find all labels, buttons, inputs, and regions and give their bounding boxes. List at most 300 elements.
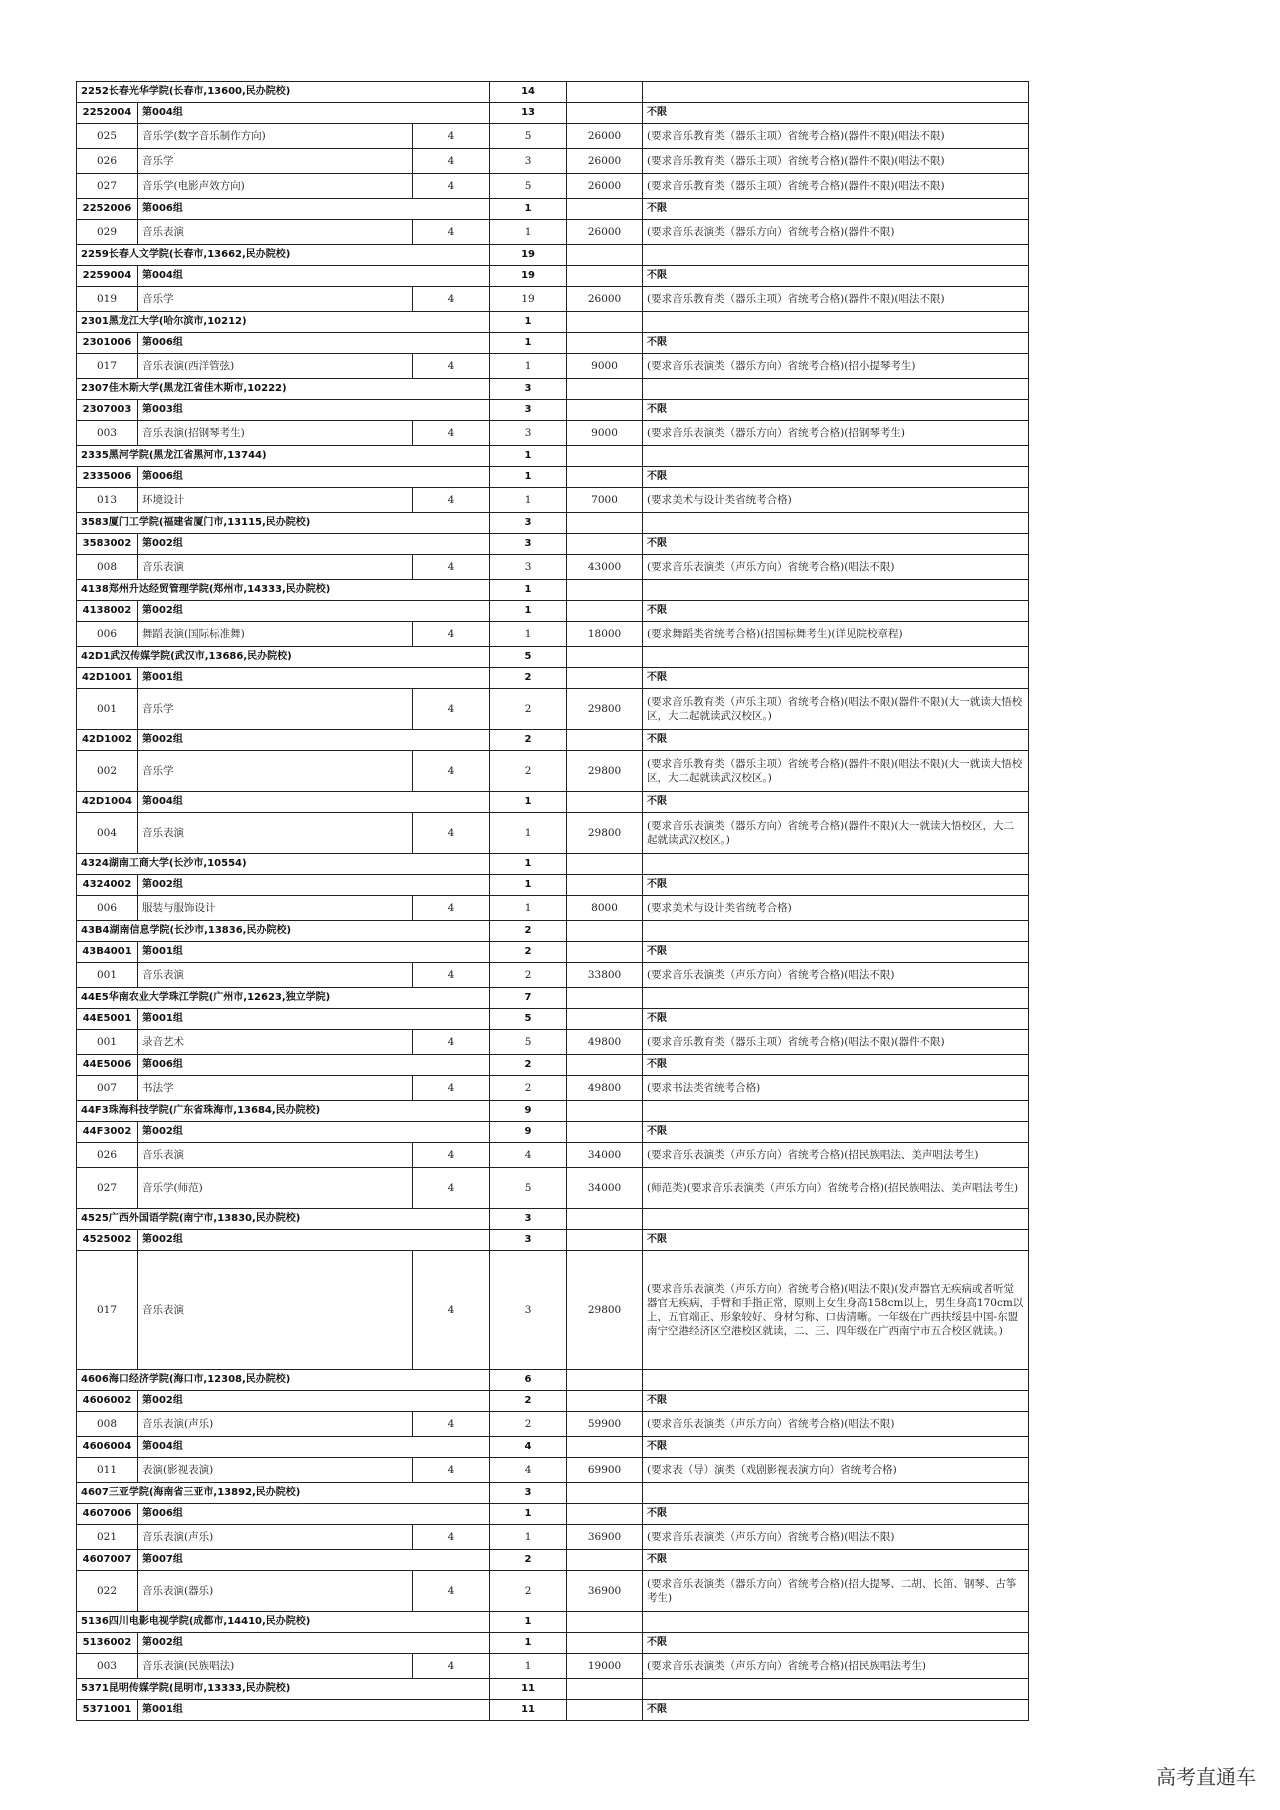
group-row <box>77 266 1029 287</box>
group-subject-requirement: 不限 <box>643 400 1029 421</box>
major-plan-count: 1 <box>490 220 567 245</box>
group-name: 第001组 <box>138 1009 490 1030</box>
major-row <box>77 1168 1029 1209</box>
major-remarks: (要求音乐表演类（器乐方向）省统考合格)(招钢琴考生) <box>643 421 1029 446</box>
institution-name: 5136四川电影电视学院(成都市,14410,民办院校) <box>77 1612 490 1633</box>
group-row <box>77 942 1029 963</box>
major-years: 4 <box>413 689 490 730</box>
major-name: 录音艺术 <box>138 1030 413 1055</box>
major-remarks: (要求音乐表演类（声乐方向）省统考合格)(招民族唱法、美声唱法考生) <box>643 1143 1029 1168</box>
major-name: 音乐学 <box>138 751 413 792</box>
group-subject-requirement: 不限 <box>643 1230 1029 1251</box>
major-name: 音乐表演(器乐) <box>138 1571 413 1612</box>
major-code: 025 <box>77 124 138 149</box>
major-remarks: (要求音乐表演类（器乐方向）省统考合格)(器件不限)(大一就读大悟校区，大二起就读武汉校区。) <box>643 813 1029 854</box>
major-remarks: (要求音乐表演类（声乐方向）省统考合格)(唱法不限) <box>643 555 1029 580</box>
major-row <box>77 622 1029 647</box>
institution-name: 4138郑州升达经贸管理学院(郑州市,14333,民办院校) <box>77 580 490 601</box>
institution-row <box>77 379 1029 400</box>
group-code: 4138002 <box>77 601 138 622</box>
group-subject-requirement: 不限 <box>643 1700 1029 1721</box>
major-years: 4 <box>413 1654 490 1679</box>
major-remarks: (要求音乐教育类（器乐主项）省统考合格)(器件不限)(唱法不限) <box>643 124 1029 149</box>
institution-row <box>77 1679 1029 1700</box>
major-code: 026 <box>77 149 138 174</box>
major-years: 4 <box>413 149 490 174</box>
group-name: 第006组 <box>138 333 490 354</box>
major-code: 017 <box>77 1251 138 1370</box>
major-years: 4 <box>413 813 490 854</box>
major-name: 音乐学(数字音乐制作方向) <box>138 124 413 149</box>
empty-cell <box>567 1370 643 1391</box>
group-plan-count: 2 <box>490 730 567 751</box>
group-name: 第002组 <box>138 1230 490 1251</box>
group-plan-count: 1 <box>490 792 567 813</box>
major-code: 001 <box>77 963 138 988</box>
group-plan-count: 2 <box>490 1391 567 1412</box>
major-row <box>77 751 1029 792</box>
major-name: 音乐学(师范) <box>138 1168 413 1209</box>
major-tuition: 9000 <box>567 421 643 446</box>
major-plan-count: 3 <box>490 1251 567 1370</box>
major-row <box>77 287 1029 312</box>
major-row <box>77 354 1029 379</box>
group-name: 第006组 <box>138 467 490 488</box>
empty-cell <box>643 513 1029 534</box>
institution-name: 2252长春光华学院(长春市,13600,民办院校) <box>77 82 490 103</box>
group-row <box>77 1437 1029 1458</box>
group-row <box>77 467 1029 488</box>
institution-plan-count: 2 <box>490 921 567 942</box>
group-row <box>77 333 1029 354</box>
major-years: 4 <box>413 1143 490 1168</box>
group-plan-count: 1 <box>490 875 567 896</box>
major-years: 4 <box>413 287 490 312</box>
group-name: 第002组 <box>138 534 490 555</box>
major-code: 019 <box>77 287 138 312</box>
group-code: 2335006 <box>77 467 138 488</box>
major-plan-count: 1 <box>490 488 567 513</box>
group-plan-count: 19 <box>490 266 567 287</box>
major-row <box>77 963 1029 988</box>
group-code: 4607006 <box>77 1504 138 1525</box>
group-code: 4525002 <box>77 1230 138 1251</box>
group-subject-requirement: 不限 <box>643 601 1029 622</box>
major-plan-count: 1 <box>490 354 567 379</box>
empty-cell <box>567 580 643 601</box>
institution-name: 4525广西外国语学院(南宁市,13830,民办院校) <box>77 1209 490 1230</box>
group-row <box>77 730 1029 751</box>
major-row <box>77 1143 1029 1168</box>
major-row <box>77 1525 1029 1550</box>
group-plan-count: 4 <box>490 1437 567 1458</box>
major-years: 4 <box>413 1525 490 1550</box>
major-code: 011 <box>77 1458 138 1483</box>
institution-name: 4324湖南工商大学(长沙市,10554) <box>77 854 490 875</box>
group-row <box>77 1550 1029 1571</box>
major-code: 008 <box>77 555 138 580</box>
institution-name: 42D1武汉传媒学院(武汉市,13686,民办院校) <box>77 647 490 668</box>
major-tuition: 69900 <box>567 1458 643 1483</box>
empty-cell <box>567 103 643 124</box>
group-row <box>77 400 1029 421</box>
group-subject-requirement: 不限 <box>643 1550 1029 1571</box>
major-code: 027 <box>77 174 138 199</box>
empty-cell <box>567 875 643 896</box>
empty-cell <box>567 792 643 813</box>
group-row <box>77 601 1029 622</box>
major-tuition: 36900 <box>567 1571 643 1612</box>
group-row <box>77 1122 1029 1143</box>
empty-cell <box>567 82 643 103</box>
major-tuition: 49800 <box>567 1076 643 1101</box>
major-tuition: 9000 <box>567 354 643 379</box>
major-remarks: (要求音乐表演类（声乐方向）省统考合格)(唱法不限)(发声器官无疾病或者听觉器官无疾病，手臂和手指正常，原则上女生身高158cm以上，男生身高170cm以上，五官端正、形象较好、身材匀称、口齿清晰。一年级在广西扶绥县中国-东盟南宁空港经济区空港校区就读，二、三、四年级在广西南宁市五合校区就读。) <box>643 1251 1029 1370</box>
major-years: 4 <box>413 622 490 647</box>
group-name: 第002组 <box>138 1633 490 1654</box>
major-row <box>77 1571 1029 1612</box>
empty-cell <box>567 333 643 354</box>
major-remarks: (要求音乐教育类（器乐主项）省统考合格)(器件不限)(唱法不限) <box>643 287 1029 312</box>
major-tuition: 34000 <box>567 1168 643 1209</box>
major-name: 舞蹈表演(国际标准舞) <box>138 622 413 647</box>
empty-cell <box>567 1550 643 1571</box>
major-tuition: 34000 <box>567 1143 643 1168</box>
major-name: 环境设计 <box>138 488 413 513</box>
major-remarks: (要求音乐教育类（器乐主项）省统考合格)(唱法不限)(器件不限) <box>643 1030 1029 1055</box>
group-code: 44F3002 <box>77 1122 138 1143</box>
major-tuition: 43000 <box>567 555 643 580</box>
group-plan-count: 1 <box>490 333 567 354</box>
major-remarks: (要求音乐教育类（器乐主项）省统考合格)(器件不限)(唱法不限) <box>643 174 1029 199</box>
major-row <box>77 813 1029 854</box>
group-row <box>77 1700 1029 1721</box>
empty-cell <box>643 1679 1029 1700</box>
major-tuition: 26000 <box>567 287 643 312</box>
major-plan-count: 1 <box>490 1525 567 1550</box>
major-tuition: 49800 <box>567 1030 643 1055</box>
empty-cell <box>643 988 1029 1009</box>
institution-row <box>77 1370 1029 1391</box>
major-tuition: 8000 <box>567 896 643 921</box>
empty-cell <box>567 1483 643 1504</box>
group-plan-count: 3 <box>490 534 567 555</box>
group-plan-count: 5 <box>490 1009 567 1030</box>
institution-plan-count: 11 <box>490 1679 567 1700</box>
major-code: 001 <box>77 689 138 730</box>
group-subject-requirement: 不限 <box>643 1437 1029 1458</box>
major-row <box>77 1412 1029 1437</box>
group-code: 2307003 <box>77 400 138 421</box>
major-tuition: 29800 <box>567 751 643 792</box>
group-name: 第004组 <box>138 266 490 287</box>
empty-cell <box>567 1504 643 1525</box>
empty-cell <box>567 668 643 689</box>
major-years: 4 <box>413 1076 490 1101</box>
group-subject-requirement: 不限 <box>643 1009 1029 1030</box>
major-row <box>77 555 1029 580</box>
group-subject-requirement: 不限 <box>643 875 1029 896</box>
group-row <box>77 1504 1029 1525</box>
major-plan-count: 1 <box>490 813 567 854</box>
group-subject-requirement: 不限 <box>643 103 1029 124</box>
group-row <box>77 1230 1029 1251</box>
empty-cell <box>567 1009 643 1030</box>
group-row <box>77 1391 1029 1412</box>
group-code: 3583002 <box>77 534 138 555</box>
institution-plan-count: 6 <box>490 1370 567 1391</box>
major-years: 4 <box>413 124 490 149</box>
major-plan-count: 1 <box>490 1654 567 1679</box>
major-code: 026 <box>77 1143 138 1168</box>
major-plan-count: 5 <box>490 1168 567 1209</box>
empty-cell <box>643 245 1029 266</box>
institution-plan-count: 1 <box>490 446 567 467</box>
major-remarks: (要求音乐表演类（器乐方向）省统考合格)(器件不限) <box>643 220 1029 245</box>
major-name: 音乐表演 <box>138 555 413 580</box>
major-row <box>77 220 1029 245</box>
admission-plan-table <box>76 81 1029 1721</box>
major-code: 003 <box>77 1654 138 1679</box>
major-plan-count: 5 <box>490 124 567 149</box>
major-code: 004 <box>77 813 138 854</box>
major-tuition: 19000 <box>567 1654 643 1679</box>
major-remarks: (要求美术与设计类省统考合格) <box>643 896 1029 921</box>
major-name: 音乐表演 <box>138 813 413 854</box>
major-plan-count: 2 <box>490 1571 567 1612</box>
major-name: 音乐表演(声乐) <box>138 1412 413 1437</box>
major-name: 音乐学 <box>138 689 413 730</box>
major-years: 4 <box>413 220 490 245</box>
group-name: 第002组 <box>138 601 490 622</box>
major-remarks: (要求音乐教育类（声乐主项）省统考合格)(唱法不限)(器件不限)(大一就读大悟校区，大二起就读武汉校区。) <box>643 689 1029 730</box>
group-subject-requirement: 不限 <box>643 199 1029 220</box>
institution-name: 5371昆明传媒学院(昆明市,13333,民办院校) <box>77 1679 490 1700</box>
group-name: 第001组 <box>138 1700 490 1721</box>
institution-row <box>77 1483 1029 1504</box>
group-code: 5371001 <box>77 1700 138 1721</box>
major-plan-count: 2 <box>490 1076 567 1101</box>
group-plan-count: 13 <box>490 103 567 124</box>
group-code: 4606004 <box>77 1437 138 1458</box>
group-plan-count: 11 <box>490 1700 567 1721</box>
empty-cell <box>643 854 1029 875</box>
institution-row <box>77 921 1029 942</box>
major-plan-count: 3 <box>490 421 567 446</box>
empty-cell <box>643 1209 1029 1230</box>
major-remarks: (要求表（导）演类（戏剧影视表演方向）省统考合格) <box>643 1458 1029 1483</box>
group-code: 2252006 <box>77 199 138 220</box>
empty-cell <box>643 1612 1029 1633</box>
group-plan-count: 3 <box>490 400 567 421</box>
major-name: 音乐学 <box>138 287 413 312</box>
group-code: 42D1004 <box>77 792 138 813</box>
major-tuition: 29800 <box>567 1251 643 1370</box>
major-name: 音乐表演(民族唱法) <box>138 1654 413 1679</box>
major-tuition: 59900 <box>567 1412 643 1437</box>
major-years: 4 <box>413 1030 490 1055</box>
major-remarks: (要求音乐教育类（器乐主项）省统考合格)(器件不限)(唱法不限)(大一就读大悟校区，大二起就读武汉校区。) <box>643 751 1029 792</box>
group-subject-requirement: 不限 <box>643 1122 1029 1143</box>
major-code: 029 <box>77 220 138 245</box>
major-code: 007 <box>77 1076 138 1101</box>
empty-cell <box>567 730 643 751</box>
major-name: 音乐表演 <box>138 1251 413 1370</box>
major-code: 006 <box>77 622 138 647</box>
group-subject-requirement: 不限 <box>643 1504 1029 1525</box>
major-years: 4 <box>413 1168 490 1209</box>
empty-cell <box>643 379 1029 400</box>
major-years: 4 <box>413 896 490 921</box>
group-code: 2301006 <box>77 333 138 354</box>
major-name: 音乐表演 <box>138 963 413 988</box>
major-years: 4 <box>413 488 490 513</box>
major-tuition: 26000 <box>567 124 643 149</box>
major-plan-count: 5 <box>490 1030 567 1055</box>
group-name: 第004组 <box>138 1437 490 1458</box>
group-name: 第006组 <box>138 1504 490 1525</box>
institution-row <box>77 647 1029 668</box>
group-code: 2252004 <box>77 103 138 124</box>
empty-cell <box>643 1370 1029 1391</box>
group-subject-requirement: 不限 <box>643 1055 1029 1076</box>
institution-plan-count: 3 <box>490 1483 567 1504</box>
group-name: 第002组 <box>138 1122 490 1143</box>
major-tuition: 29800 <box>567 689 643 730</box>
empty-cell <box>567 601 643 622</box>
group-subject-requirement: 不限 <box>643 1391 1029 1412</box>
institution-row <box>77 1209 1029 1230</box>
major-code: 003 <box>77 421 138 446</box>
empty-cell <box>567 1209 643 1230</box>
major-code: 017 <box>77 354 138 379</box>
major-plan-count: 2 <box>490 963 567 988</box>
major-tuition: 29800 <box>567 813 643 854</box>
group-name: 第002组 <box>138 1391 490 1412</box>
major-code: 006 <box>77 896 138 921</box>
empty-cell <box>643 647 1029 668</box>
major-row <box>77 689 1029 730</box>
institution-plan-count: 19 <box>490 245 567 266</box>
group-code: 42D1002 <box>77 730 138 751</box>
major-name: 书法学 <box>138 1076 413 1101</box>
major-code: 002 <box>77 751 138 792</box>
major-remarks: (要求音乐表演类（声乐方向）省统考合格)(招民族唱法考生) <box>643 1654 1029 1679</box>
major-years: 4 <box>413 1571 490 1612</box>
major-years: 4 <box>413 751 490 792</box>
empty-cell <box>567 245 643 266</box>
empty-cell <box>567 1633 643 1654</box>
major-code: 008 <box>77 1412 138 1437</box>
major-years: 4 <box>413 963 490 988</box>
group-name: 第002组 <box>138 875 490 896</box>
empty-cell <box>643 446 1029 467</box>
major-remarks: (要求音乐表演类（器乐方向）省统考合格)(招小提琴考生) <box>643 354 1029 379</box>
empty-cell <box>643 82 1029 103</box>
empty-cell <box>567 647 643 668</box>
major-years: 4 <box>413 555 490 580</box>
group-name: 第001组 <box>138 668 490 689</box>
major-plan-count: 5 <box>490 174 567 199</box>
group-name: 第002组 <box>138 730 490 751</box>
group-name: 第003组 <box>138 400 490 421</box>
institution-name: 4606海口经济学院(海口市,12308,民办院校) <box>77 1370 490 1391</box>
major-code: 013 <box>77 488 138 513</box>
empty-cell <box>567 312 643 333</box>
group-row <box>77 668 1029 689</box>
group-row <box>77 792 1029 813</box>
major-plan-count: 3 <box>490 149 567 174</box>
institution-plan-count: 7 <box>490 988 567 1009</box>
major-code: 027 <box>77 1168 138 1209</box>
major-plan-count: 1 <box>490 896 567 921</box>
major-row <box>77 1251 1029 1370</box>
major-name: 音乐表演 <box>138 1143 413 1168</box>
empty-cell <box>643 1483 1029 1504</box>
major-name: 音乐表演(招钢琴考生) <box>138 421 413 446</box>
table-body <box>77 82 1029 1721</box>
group-subject-requirement: 不限 <box>643 333 1029 354</box>
group-row <box>77 103 1029 124</box>
group-name: 第004组 <box>138 792 490 813</box>
group-subject-requirement: 不限 <box>643 266 1029 287</box>
institution-name: 44F3珠海科技学院(广东省珠海市,13684,民办院校) <box>77 1101 490 1122</box>
group-plan-count: 1 <box>490 601 567 622</box>
empty-cell <box>643 921 1029 942</box>
group-code: 2259004 <box>77 266 138 287</box>
major-row <box>77 488 1029 513</box>
institution-plan-count: 14 <box>490 82 567 103</box>
group-plan-count: 2 <box>490 668 567 689</box>
empty-cell <box>567 400 643 421</box>
institution-row <box>77 1612 1029 1633</box>
group-row <box>77 199 1029 220</box>
group-code: 42D1001 <box>77 668 138 689</box>
empty-cell <box>567 942 643 963</box>
major-remarks: (要求舞蹈类省统考合格)(招国标舞考生)(详见院校章程) <box>643 622 1029 647</box>
major-remarks: (要求音乐表演类（声乐方向）省统考合格)(唱法不限) <box>643 963 1029 988</box>
group-plan-count: 1 <box>490 199 567 220</box>
institution-row <box>77 988 1029 1009</box>
group-name: 第006组 <box>138 1055 490 1076</box>
major-years: 4 <box>413 174 490 199</box>
group-row <box>77 875 1029 896</box>
group-row <box>77 1055 1029 1076</box>
major-remarks: (要求音乐教育类（器乐主项）省统考合格)(器件不限)(唱法不限) <box>643 149 1029 174</box>
group-code: 43B4001 <box>77 942 138 963</box>
major-name: 音乐表演(西洋管弦) <box>138 354 413 379</box>
institution-plan-count: 9 <box>490 1101 567 1122</box>
major-remarks: (要求书法类省统考合格) <box>643 1076 1029 1101</box>
institution-row <box>77 513 1029 534</box>
watermark-text: 高考直通车 <box>1156 1765 1256 1789</box>
major-tuition: 33800 <box>567 963 643 988</box>
major-plan-count: 19 <box>490 287 567 312</box>
institution-row <box>77 245 1029 266</box>
group-subject-requirement: 不限 <box>643 942 1029 963</box>
group-plan-count: 1 <box>490 467 567 488</box>
major-row <box>77 149 1029 174</box>
major-tuition: 26000 <box>567 220 643 245</box>
empty-cell <box>567 446 643 467</box>
institution-name: 2259长春人文学院(长春市,13662,民办院校) <box>77 245 490 266</box>
group-plan-count: 2 <box>490 1550 567 1571</box>
empty-cell <box>567 1391 643 1412</box>
institution-row <box>77 82 1029 103</box>
major-code: 001 <box>77 1030 138 1055</box>
major-row <box>77 1076 1029 1101</box>
major-name: 音乐学 <box>138 149 413 174</box>
